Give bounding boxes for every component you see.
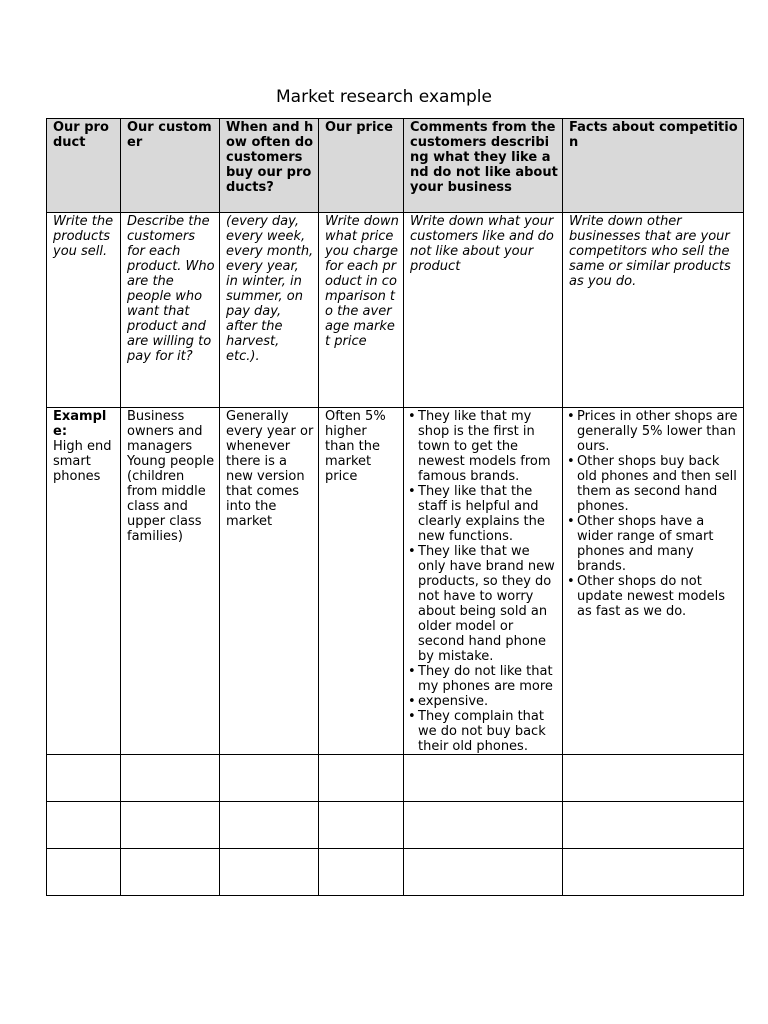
blank-cell[interactable] [121,755,220,802]
guidance-comments: Write down what your customers like and do not like about your product [404,213,563,408]
example-product-cell [47,408,121,755]
blank-cell[interactable] [121,802,220,849]
competition-item: • Prices in other shops are generally 5% lower than ours. [569,409,739,454]
blank-cell[interactable] [404,755,563,802]
example-frequency: Generally every year or whenever there is a new version that comes into the market [220,408,319,755]
header-our-product: Our product [47,119,121,213]
document-title: Market research example [276,87,492,107]
guidance-competition-extra: as you do. [569,274,637,289]
header-our-customer: Our customer [121,119,220,213]
example-customer-line2: Young people (children from middle class and upper class families) [127,454,215,544]
header-our-price: Our price [319,119,404,213]
example-customer-cell [121,408,220,755]
blank-cell[interactable] [563,802,744,849]
blank-cell[interactable] [563,849,744,896]
example-price: Often 5% higher than the market price [319,408,404,755]
example-label: Example: [53,409,107,439]
example-competition-cell [563,408,744,755]
guidance-price: Write down what price you charge for each product in comparison to the average market price [319,213,404,408]
header-customer-comments: Comments from the customers describing what they like and do not like about your business [404,119,563,213]
guidance-competition [563,213,744,408]
blank-cell[interactable] [47,802,121,849]
comment-item: • They like that we only have brand new products, so they do not have to worry about being sold an older model or second hand phone by mistake. [410,544,558,664]
blank-cell[interactable] [319,755,404,802]
blank-cell[interactable] [47,849,121,896]
blank-cell[interactable] [404,802,563,849]
header-when-how-often: When and how often do customers buy our products? [220,119,319,213]
example-comments-cell [404,408,563,755]
comment-item: • expensive. [410,694,558,709]
header-row [47,119,744,213]
competition-list [569,409,739,619]
blank-row [47,849,744,896]
market-research-table [46,118,744,896]
guidance-row [47,213,744,408]
blank-row [47,802,744,849]
blank-cell[interactable] [319,849,404,896]
blank-cell[interactable] [220,755,319,802]
blank-cell[interactable] [121,849,220,896]
comment-item: • They like that the staff is helpful and clearly explains the new functions. [410,484,558,544]
comment-item: • They complain that we do not buy back their old phones. [410,709,558,754]
blank-row [47,755,744,802]
blank-cell[interactable] [563,755,744,802]
guidance-competition-text: Write down other businesses that are your competitors who sell the same or similar products [569,214,731,274]
header-competition-facts: Facts about competition [563,119,744,213]
guidance-customer: Describe the customers for each product. Who are the people who want that product and are willing to pay for it? [121,213,220,408]
competition-item: • Other shops buy back old phones and then sell them as second hand phones. [569,454,739,514]
guidance-product: Write the products you sell. [47,213,121,408]
example-customer-line1: Business owners and managers [127,409,203,454]
comments-list [410,409,558,754]
example-product: High end smart phones [53,439,112,484]
blank-cell[interactable] [404,849,563,896]
guidance-frequency: (every day, every week, every month, every year, in winter, in summer, on pay day, after the harvest, etc.). [220,213,319,408]
blank-cell[interactable] [47,755,121,802]
blank-cell[interactable] [220,849,319,896]
comment-item: • They like that my shop is the first in town to get the newest models from famous brands. [410,409,558,484]
competition-item: • Other shops have a wider range of smart phones and many brands. [569,514,739,574]
example-row [47,408,744,755]
blank-cell[interactable] [220,802,319,849]
blank-cell[interactable] [319,802,404,849]
competition-item: • Other shops do not update newest models as fast as we do. [569,574,739,619]
comment-item: • They do not like that my phones are more [410,664,558,694]
